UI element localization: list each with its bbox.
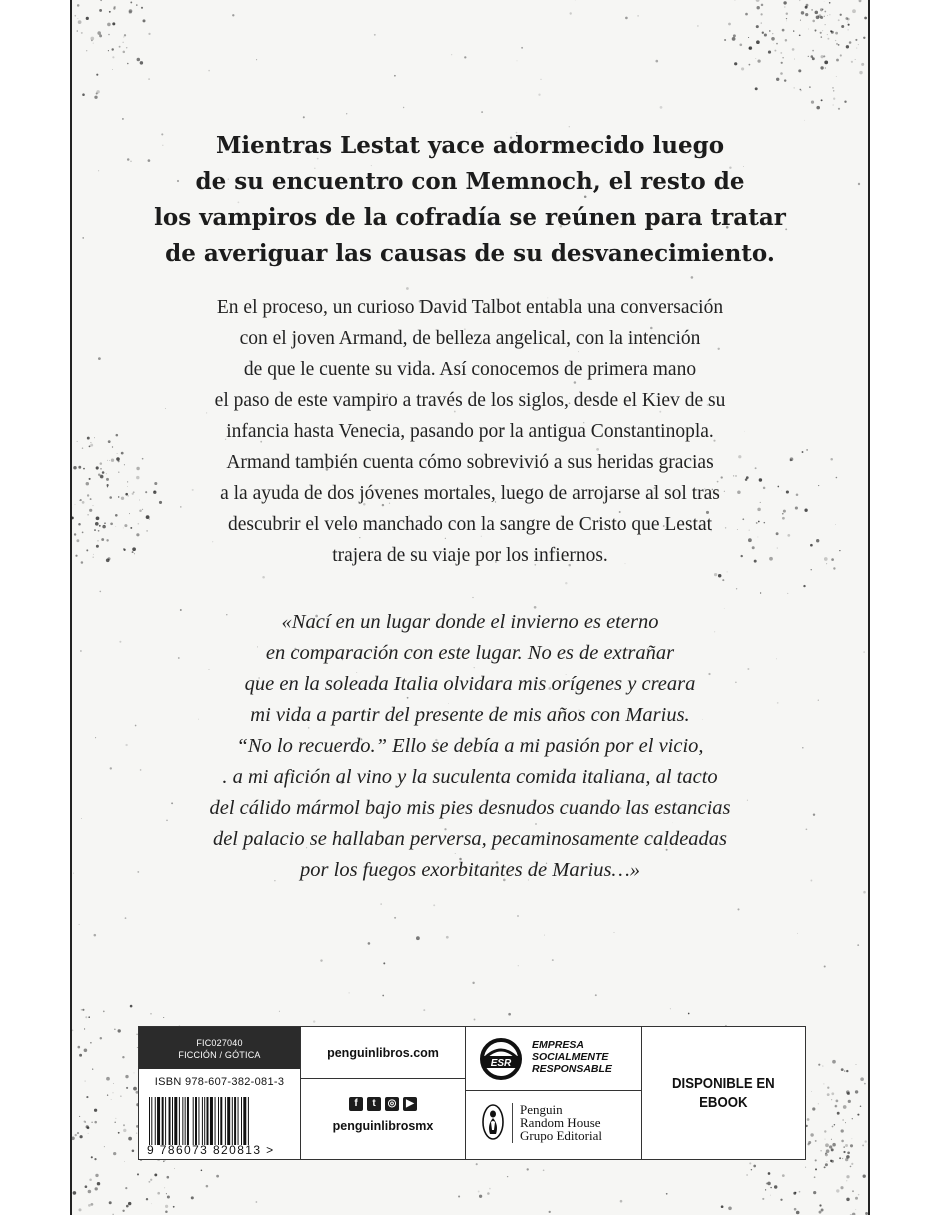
twitter-icon[interactable]: t xyxy=(367,1097,381,1111)
quote-line: por los fuegos exorbitantes de Marius…» xyxy=(300,859,640,881)
esr-line: EMPRESA xyxy=(532,1039,584,1051)
youtube-icon[interactable]: ▶ xyxy=(403,1097,417,1111)
barcode xyxy=(147,1097,295,1145)
synopsis-line: infancia hasta Venecia, pasando por la antigua Constantinopla. xyxy=(226,421,714,442)
quote-line: del palacio se hallaban perversa, pecaminosamente caldeadas xyxy=(212,828,728,850)
synopsis-line: Armand también cuenta cómo sobrevivió a sus heridas gracias xyxy=(226,452,714,473)
category-name: FICCIÓN / GÓTICA xyxy=(178,1050,261,1060)
excerpt-quote xyxy=(72,607,868,886)
ebook-panel xyxy=(642,1027,805,1159)
availability-line: EBOOK xyxy=(699,1094,748,1111)
category-box xyxy=(139,1027,300,1069)
category-code: FIC027040 xyxy=(196,1038,243,1048)
esr-text xyxy=(532,1039,612,1075)
synopsis xyxy=(72,292,868,571)
publisher-name xyxy=(520,1103,602,1142)
quote-line: en comparación con este lugar. No es de extrañar xyxy=(265,642,675,664)
esr-logo-icon xyxy=(478,1037,524,1081)
headline-line: de averiguar las causas de su desvanecimiento. xyxy=(165,240,775,267)
web-panel xyxy=(301,1027,466,1159)
esr-badge xyxy=(466,1027,641,1091)
back-cover xyxy=(70,0,870,1215)
isbn-text: ISBN 978-607-382-081-3 xyxy=(154,1076,285,1088)
quote-line: “No lo recuerdo.” Ello se debía a mi pasión por el vicio, xyxy=(236,735,704,757)
penguin-logo-icon xyxy=(482,1103,504,1141)
esr-line: SOCIALMENTE xyxy=(532,1051,609,1063)
social-handle[interactable]: penguinlibrosmx xyxy=(332,1119,434,1133)
synopsis-line: En el proceso, un curioso David Talbot entabla una conversación xyxy=(216,297,724,318)
quote-line: que en la soleada Italia olvidara mis orígenes y creara xyxy=(244,673,696,695)
headline-line: los vampiros de la cofradía se reúnen para tratar xyxy=(154,204,786,231)
ebook-availability xyxy=(672,1074,775,1112)
quote-line: del cálido mármol bajo mis pies desnudos cuando las estancias xyxy=(209,797,731,819)
publisher-line: Penguin xyxy=(520,1102,563,1117)
headline-line: de su encuentro con Memnoch, el resto de xyxy=(195,168,745,195)
synopsis-line: el paso de este vampiro a través de los siglos, desde el Kiev de su xyxy=(214,390,726,411)
headline-line: Mientras Lestat yace adormecido luego xyxy=(215,132,725,159)
publisher-panel xyxy=(466,1027,642,1159)
social-icons xyxy=(301,1095,465,1111)
instagram-icon[interactable]: ◎ xyxy=(385,1097,399,1111)
isbn-panel xyxy=(139,1027,301,1159)
publisher-line: Grupo Editorial xyxy=(520,1128,602,1143)
publisher-line: Random House xyxy=(520,1115,601,1130)
barcode-number: 9 786073 820813 > xyxy=(147,1143,275,1157)
synopsis-line: con el joven Armand, de belleza angelical, con la intención xyxy=(239,328,701,349)
divider xyxy=(512,1103,513,1143)
availability-line: DISPONIBLE EN xyxy=(672,1075,775,1092)
quote-line: . a mi afición al vino y la suculenta comida italiana, al tacto xyxy=(222,766,718,788)
website-link[interactable]: penguinlibros.com xyxy=(301,1027,465,1079)
synopsis-line: a la ayuda de dos jóvenes mortales, luego de arrojarse al sol tras xyxy=(220,483,720,504)
esr-line: RESPONSABLE xyxy=(532,1063,612,1075)
quote-line: mi vida a partir del presente de mis años con Marius. xyxy=(250,704,690,726)
headline xyxy=(72,128,868,272)
synopsis-line: de que le cuente su vida. Así conocemos de primera mano xyxy=(243,359,697,380)
synopsis-line: descubrir el velo manchado con la sangre de Cristo que Lestat xyxy=(227,514,713,535)
quote-line: «Nací en un lugar donde el invierno es eterno xyxy=(281,611,659,633)
publisher-footer xyxy=(138,1026,806,1160)
synopsis-line: trajera de su viaje por los infiernos. xyxy=(332,545,608,566)
facebook-icon[interactable]: f xyxy=(349,1097,363,1111)
svg-text:ESR: ESR xyxy=(490,1058,512,1069)
